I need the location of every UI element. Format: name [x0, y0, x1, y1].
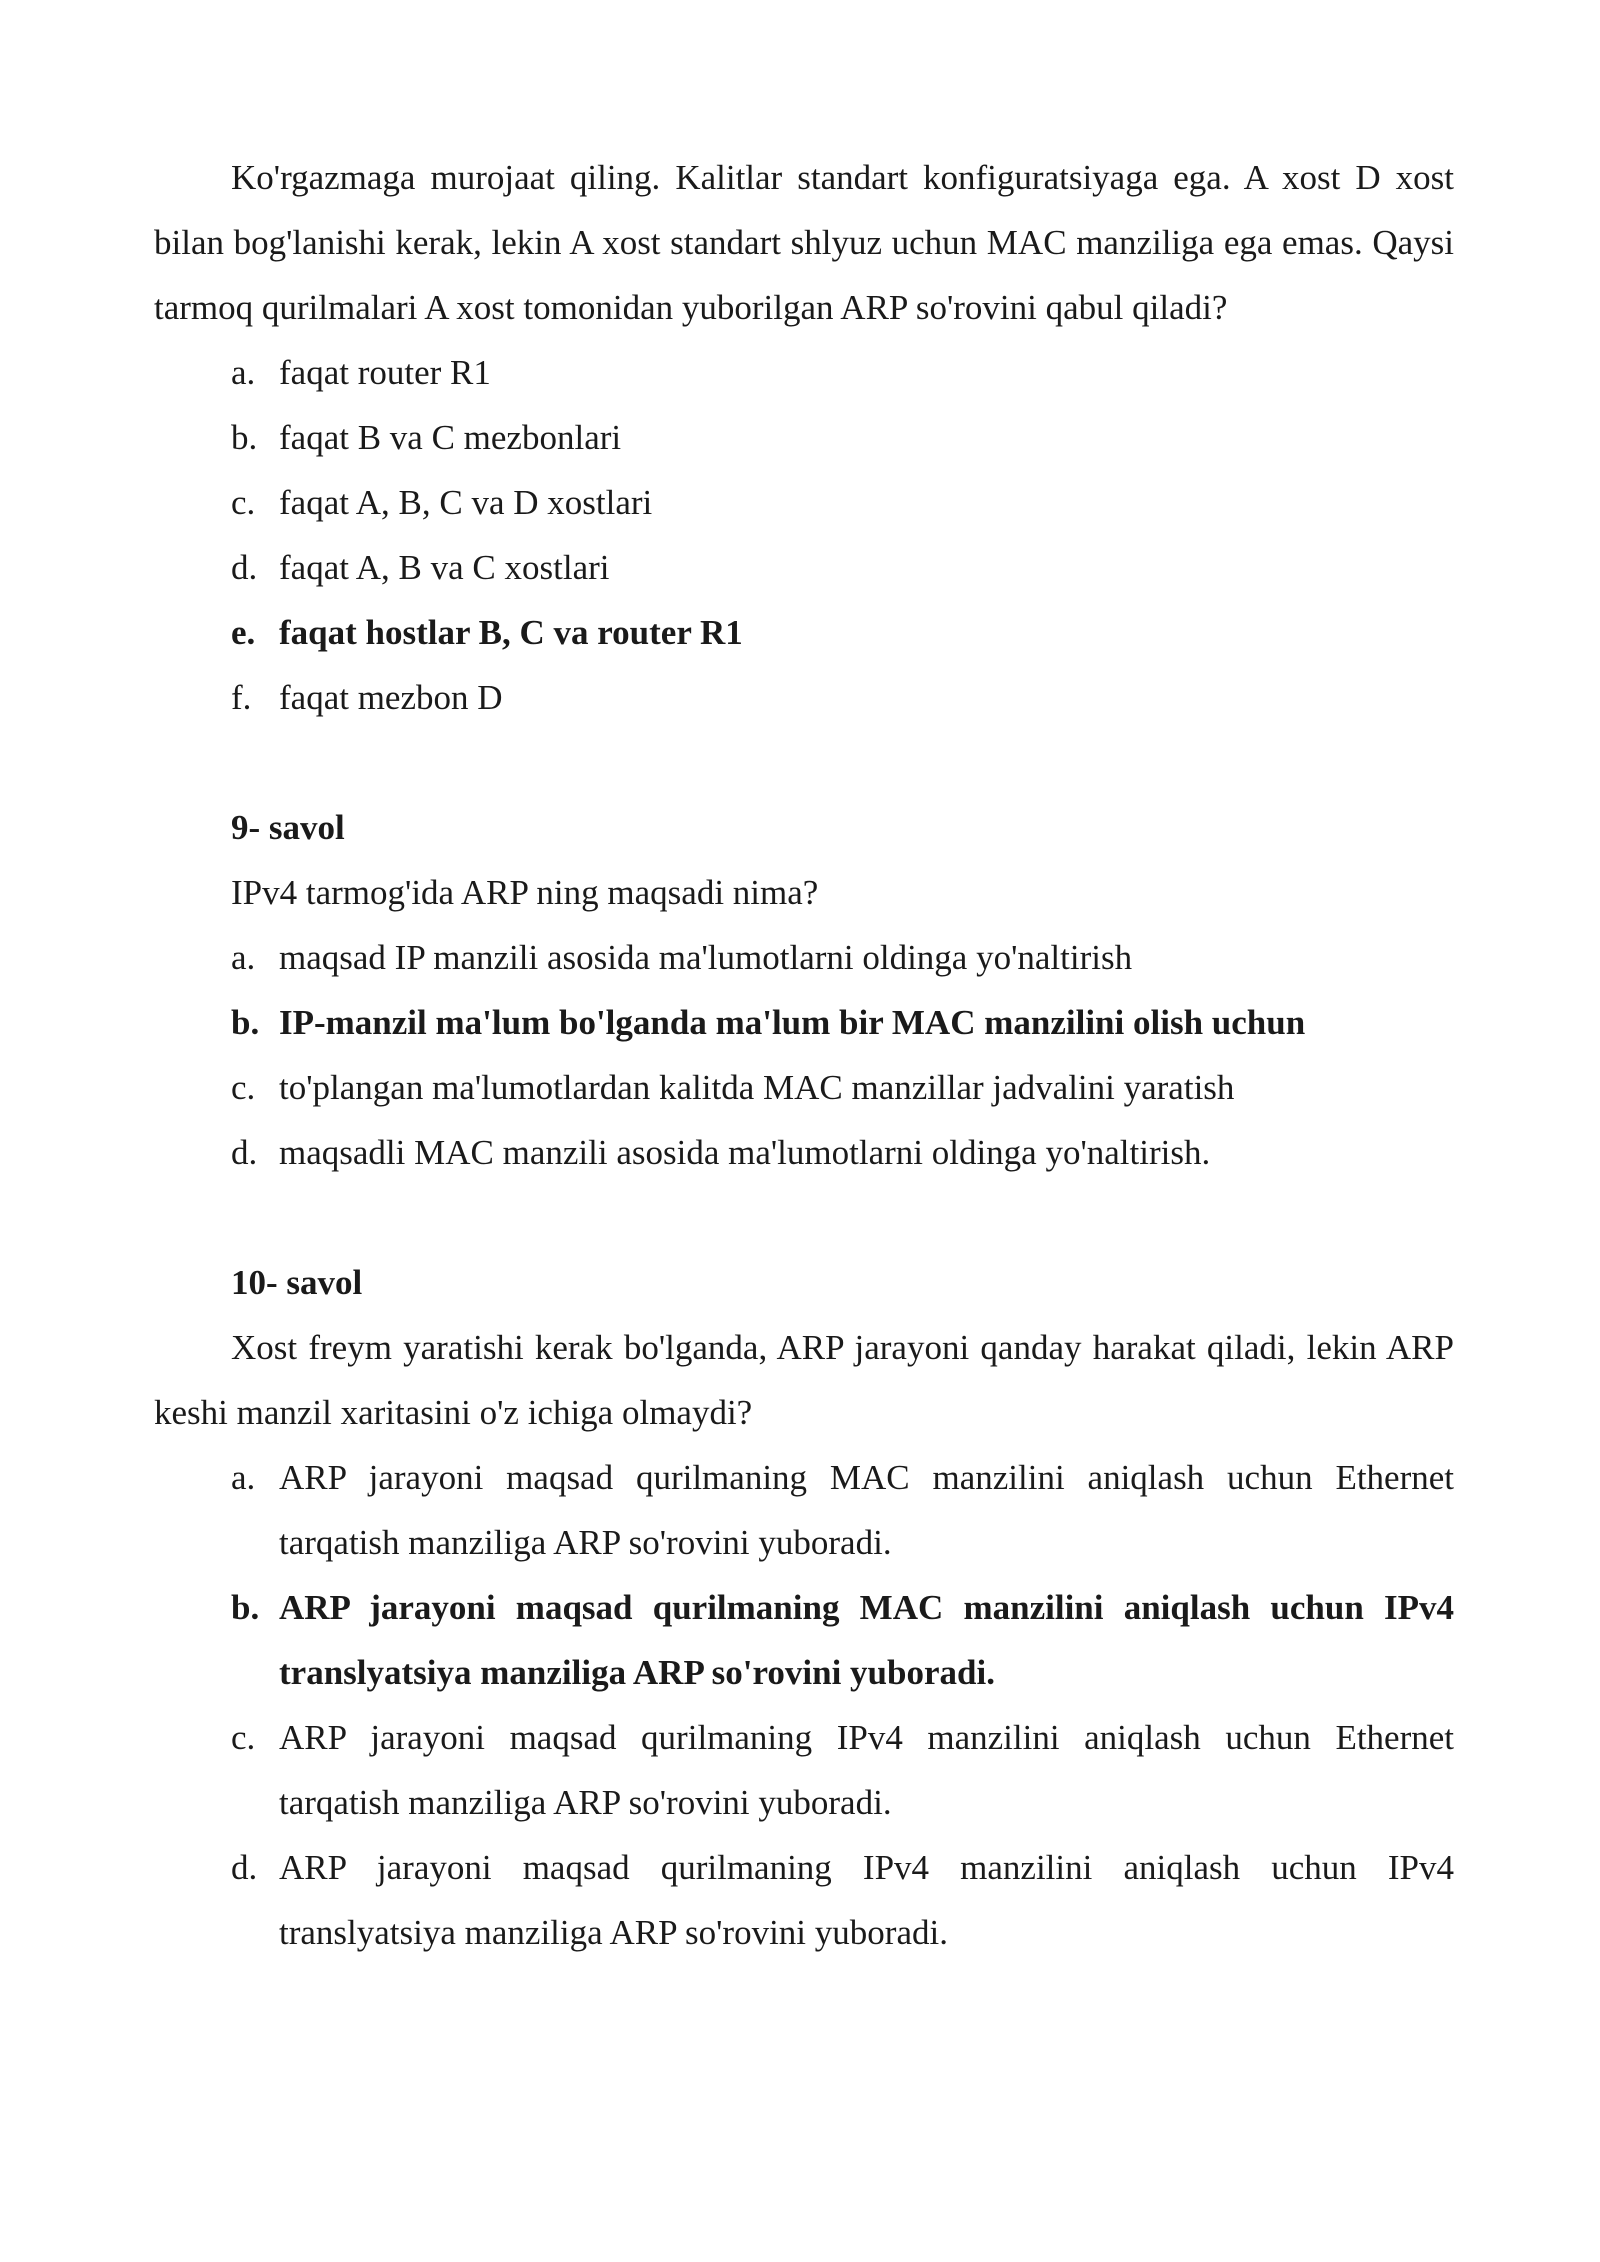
option-letter: e.	[231, 613, 256, 652]
spacer	[154, 1185, 1454, 1250]
document-page	[154, 145, 1454, 1965]
option-letter: c.	[231, 1068, 256, 1107]
option-letter: b.	[231, 1003, 260, 1042]
option-letter: d.	[231, 1133, 258, 1172]
option-letter: a.	[231, 1458, 256, 1497]
question-10-option-a	[154, 1445, 1454, 1575]
question-9-text: IPv4 tarmog'ida ARP ning maqsadi nima?	[231, 873, 819, 912]
question-8-option-b	[154, 405, 1454, 470]
question-10-option-c	[154, 1705, 1454, 1835]
question-10-options	[154, 1445, 1454, 1965]
question-8-options	[154, 340, 1454, 730]
option-text: faqat mezbon D	[279, 678, 503, 717]
question-9-heading: 9- savol	[231, 808, 345, 847]
question-8-option-c	[154, 470, 1454, 535]
option-text: faqat B va C mezbonlari	[279, 418, 622, 457]
option-letter: c.	[231, 483, 256, 522]
question-9-option-d	[154, 1120, 1454, 1185]
question-10-option-b-correct	[154, 1575, 1454, 1705]
option-text: faqat router R1	[279, 353, 491, 392]
question-9-option-c	[154, 1055, 1454, 1120]
option-letter: b.	[231, 1588, 260, 1627]
question-10-option-d	[154, 1835, 1454, 1965]
question-8-option-d	[154, 535, 1454, 600]
question-9-options	[154, 925, 1454, 1185]
option-text: ARP jarayoni maqsad qurilmaning IPv4 manzilini aniqlash uchun Ethernet tarqatish manziliga ARP so'rovini yuboradi.	[279, 1718, 1454, 1822]
option-text: IP-manzil ma'lum bo'lganda ma'lum bir MAC manzilini olish uchun	[279, 1003, 1306, 1042]
question-10-heading: 10- savol	[231, 1263, 363, 1302]
option-text: maqsad IP manzili asosida ma'lumotlarni oldinga yo'naltirish	[279, 938, 1133, 977]
question-8-option-f	[154, 665, 1454, 730]
option-letter: a.	[231, 938, 256, 977]
option-text: ARP jarayoni maqsad qurilmaning IPv4 manzilini aniqlash uchun IPv4 translyatsiya manziliga ARP so'rovini yuboradi.	[279, 1848, 1454, 1952]
option-text: to'plangan ma'lumotlardan kalitda MAC manzillar jadvalini yaratish	[279, 1068, 1235, 1107]
spacer	[154, 730, 1454, 795]
option-text: faqat A, B, C va D xostlari	[279, 483, 653, 522]
option-letter: a.	[231, 353, 256, 392]
question-8-option-e-correct	[154, 600, 1454, 665]
option-text: ARP jarayoni maqsad qurilmaning MAC manzilini aniqlash uchun IPv4 translyatsiya manziliga ARP so'rovini yuboradi.	[279, 1588, 1454, 1692]
option-letter: f.	[231, 678, 252, 717]
question-9-option-b-correct	[154, 990, 1454, 1055]
question-8-text: Ko'rgazmaga murojaat qiling. Kalitlar standart konfiguratsiyaga ega. A xost D xost bilan bog'lanishi kerak, lekin A xost standart shlyuz uchun MAC manziliga ega emas. Qaysi tarmoq qurilmalari A xost tomonidan yuborilgan ARP so'rovini qabul qiladi?	[154, 158, 1454, 327]
option-text: faqat hostlar B, C va router R1	[279, 613, 743, 652]
question-8-option-a	[154, 340, 1454, 405]
option-letter: d.	[231, 1848, 258, 1887]
option-letter: b.	[231, 418, 258, 457]
question-9-option-a	[154, 925, 1454, 990]
option-text: faqat A, B va C xostlari	[279, 548, 610, 587]
option-text: maqsadli MAC manzili asosida ma'lumotlarni oldinga yo'naltirish.	[279, 1133, 1211, 1172]
option-letter: d.	[231, 548, 258, 587]
option-text: ARP jarayoni maqsad qurilmaning MAC manzilini aniqlash uchun Ethernet tarqatish manziliga ARP so'rovini yuboradi.	[279, 1458, 1454, 1562]
question-10-text: Xost freym yaratishi kerak bo'lganda, ARP jarayoni qanday harakat qiladi, lekin ARP keshi manzil xaritasini o'z ichiga olmaydi?	[154, 1328, 1454, 1432]
option-letter: c.	[231, 1718, 256, 1757]
